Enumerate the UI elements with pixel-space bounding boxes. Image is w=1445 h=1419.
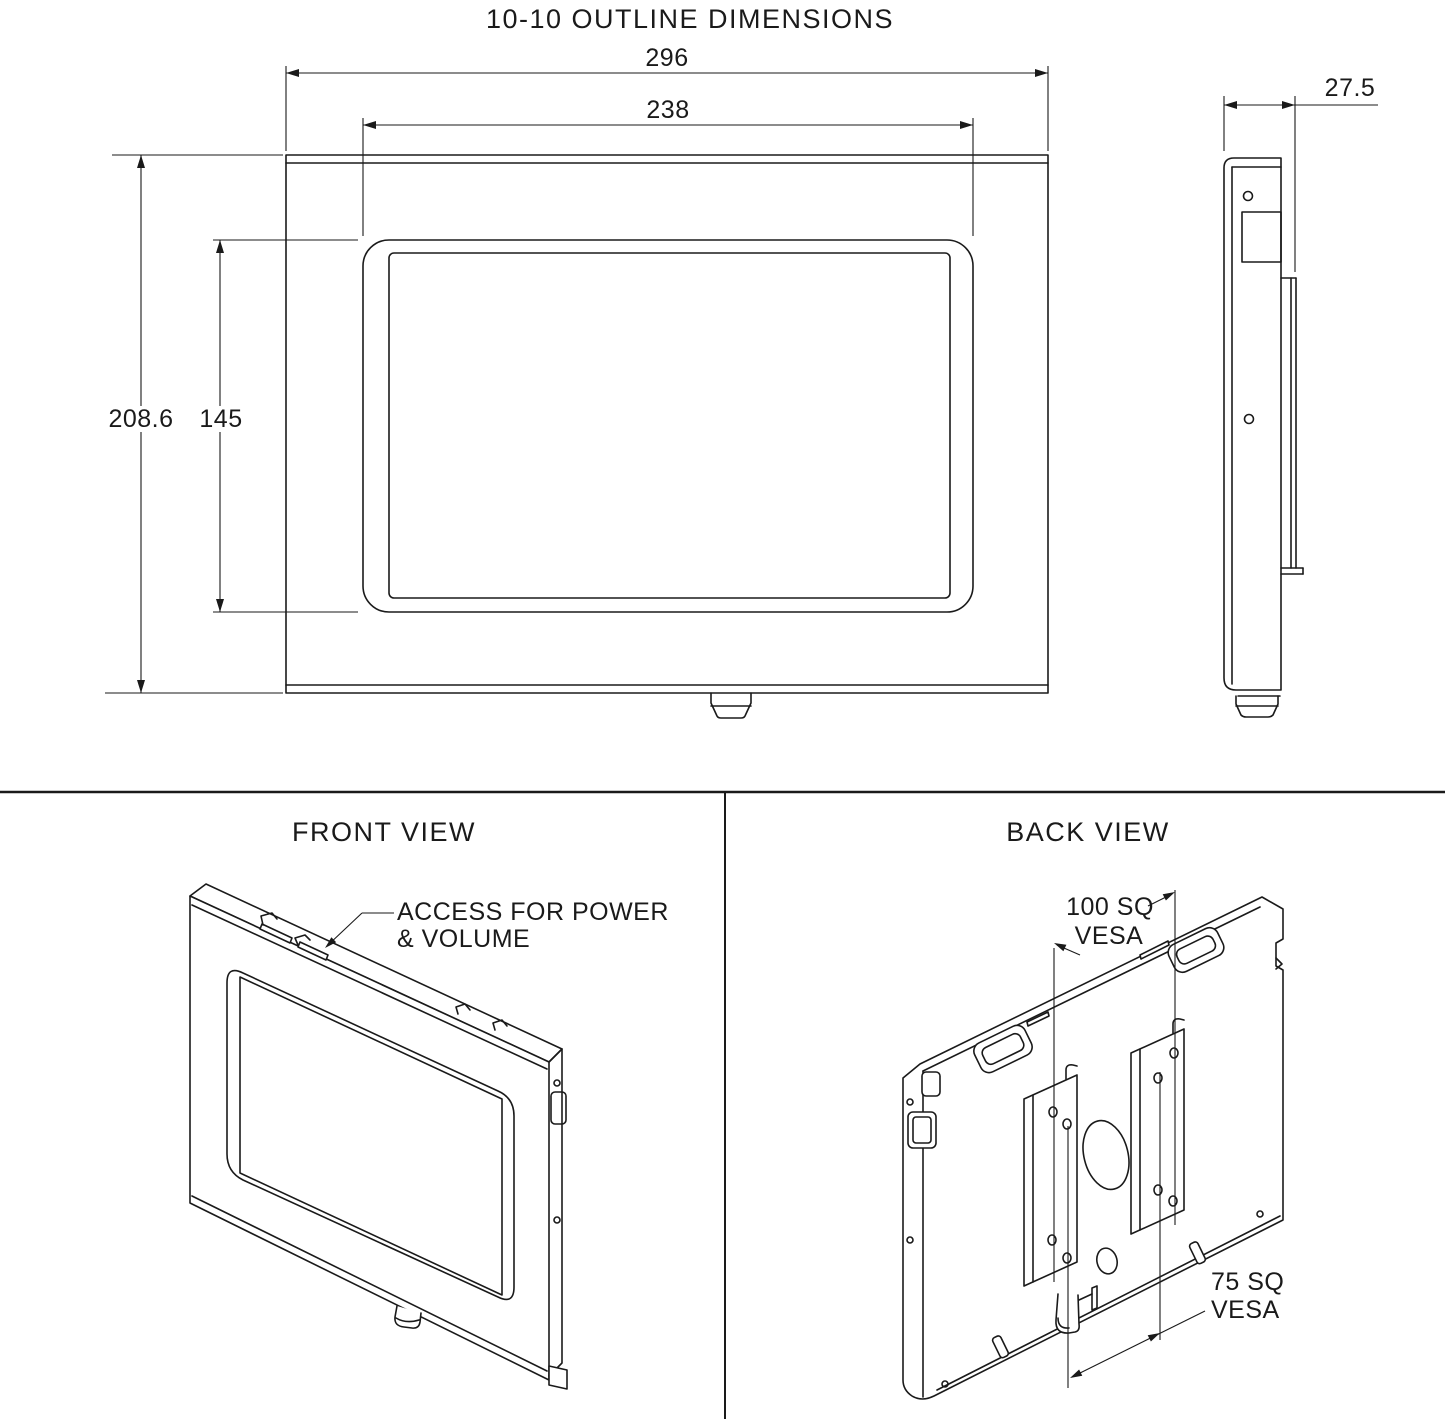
vesa-rail-right bbox=[1131, 1019, 1184, 1234]
vesa100-label-line2: VESA bbox=[1074, 922, 1144, 950]
dim-screen-height: 145 bbox=[194, 406, 247, 432]
front-view-label: FRONT VIEW bbox=[291, 817, 477, 847]
access-annotation-line1: ACCESS FOR POWER bbox=[397, 898, 669, 926]
dim-overall-height: 208.6 bbox=[103, 406, 178, 432]
access-annotation-line2: & VOLUME bbox=[397, 925, 531, 953]
dim-screen-width: 238 bbox=[646, 96, 690, 124]
dim-overall-width: 296 bbox=[645, 44, 689, 72]
back-view-label: BACK VIEW bbox=[1006, 817, 1170, 847]
outline-side-view bbox=[1224, 96, 1378, 717]
vesa-rail-left bbox=[1024, 1065, 1077, 1286]
front-isometric-view bbox=[190, 884, 567, 1389]
outline-front-orthographic-view bbox=[286, 155, 1048, 718]
outline-dimensions bbox=[105, 66, 1048, 693]
dim-depth: 27.5 bbox=[1324, 74, 1376, 102]
vesa75-label-line2: VESA bbox=[1211, 1296, 1280, 1324]
vesa75-label-line1: 75 SQ bbox=[1211, 1268, 1285, 1296]
vesa100-label-line1: 100 SQ bbox=[1066, 893, 1154, 921]
page-title: 10-10 OUTLINE DIMENSIONS bbox=[485, 4, 895, 34]
